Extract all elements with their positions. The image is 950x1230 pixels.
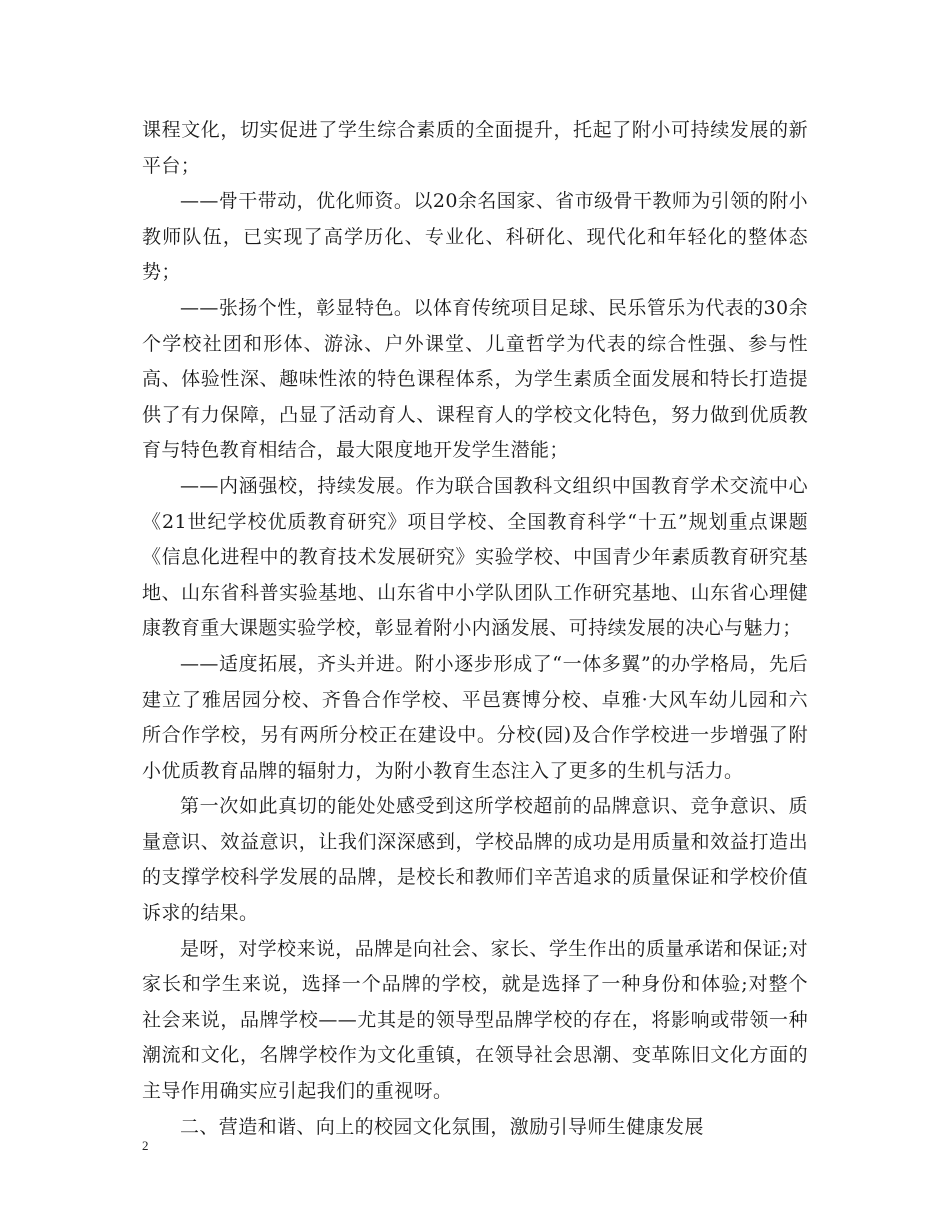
paragraph: 第一次如此真切的能处处感受到这所学校超前的品牌意识、竞争意识、质量意识、效益意识，让我们深深感到，学校品牌的成功是用质量和效益打造出的支撑学校科学发展的品牌，是校长和教师们辛苦追求的质量保证和学校价值诉求的结果。 xyxy=(142,795,808,925)
section-heading: 二、营造和谐、向上的校园文化氛围，激励引导师生健康发展 xyxy=(180,1115,704,1138)
paragraph: ——骨干带动，优化师资。以20余名国家、省市级骨干教师为引领的附小教师队伍，已实现了高学历化、专业化、科研化、现代化和年轻化的整体态势； xyxy=(142,190,808,284)
document-body xyxy=(142,113,808,1145)
paragraph: ——张扬个性，彰显特色。以体育传统项目足球、民乐管乐为代表的30余个学校社团和形体、游泳、户外课堂、儿童哲学为代表的综合性强、参与性高、体验性深、趣味性浓的特色课程体系，为学生素质全面发展和特长打造提供了有力保障，凸显了活动育人、课程育人的学校文化特色，努力做到优质教育与特色教育相结合，最大限度地开发学生潜能； xyxy=(142,296,808,462)
paragraph: 是呀，对学校来说，品牌是向社会、家长、学生作出的质量承诺和保证;对家长和学生来说，选择一个品牌的学校，就是选择了一种身份和体验;对整个社会来说，品牌学校——尤其是的领导型品牌学校的存在，将影响或带领一种潮流和文化，名牌学校作为文化重镇，在领导社会思潮、变革陈旧文化方面的主导作用确实应引起我们的重视呀。 xyxy=(142,937,808,1103)
paragraph: ——适度拓展，齐头并进。附小逐步形成了“一体多翼”的办学格局，先后建立了雅居园分校、齐鲁合作学校、平邑赛博分校、卓雅·大风车幼儿园和六所合作学校，另有两所分校正在建设中。分校(园)及合作学校进一步增强了附小优质教育品牌的辐射力，为附小教育生态注入了更多的生机与活力。 xyxy=(142,652,808,782)
paragraph: ——内涵强校，持续发展。作为联合国教科文组织中国教育学术交流中心《21世纪学校优质教育研究》项目学校、全国教育科学“十五”规划重点课题《信息化进程中的教育技术发展研究》实验学校、中国青少年素质教育研究基地、山东省科普实验基地、山东省中小学队团队工作研究基地、山东省心理健康教育重大课题实验学校，彰显着附小内涵发展、可持续发展的决心与魅力； xyxy=(142,474,808,640)
paragraph: 课程文化，切实促进了学生综合素质的全面提升，托起了附小可持续发展的新平台； xyxy=(142,119,808,177)
page-number: 2 xyxy=(142,1138,149,1153)
